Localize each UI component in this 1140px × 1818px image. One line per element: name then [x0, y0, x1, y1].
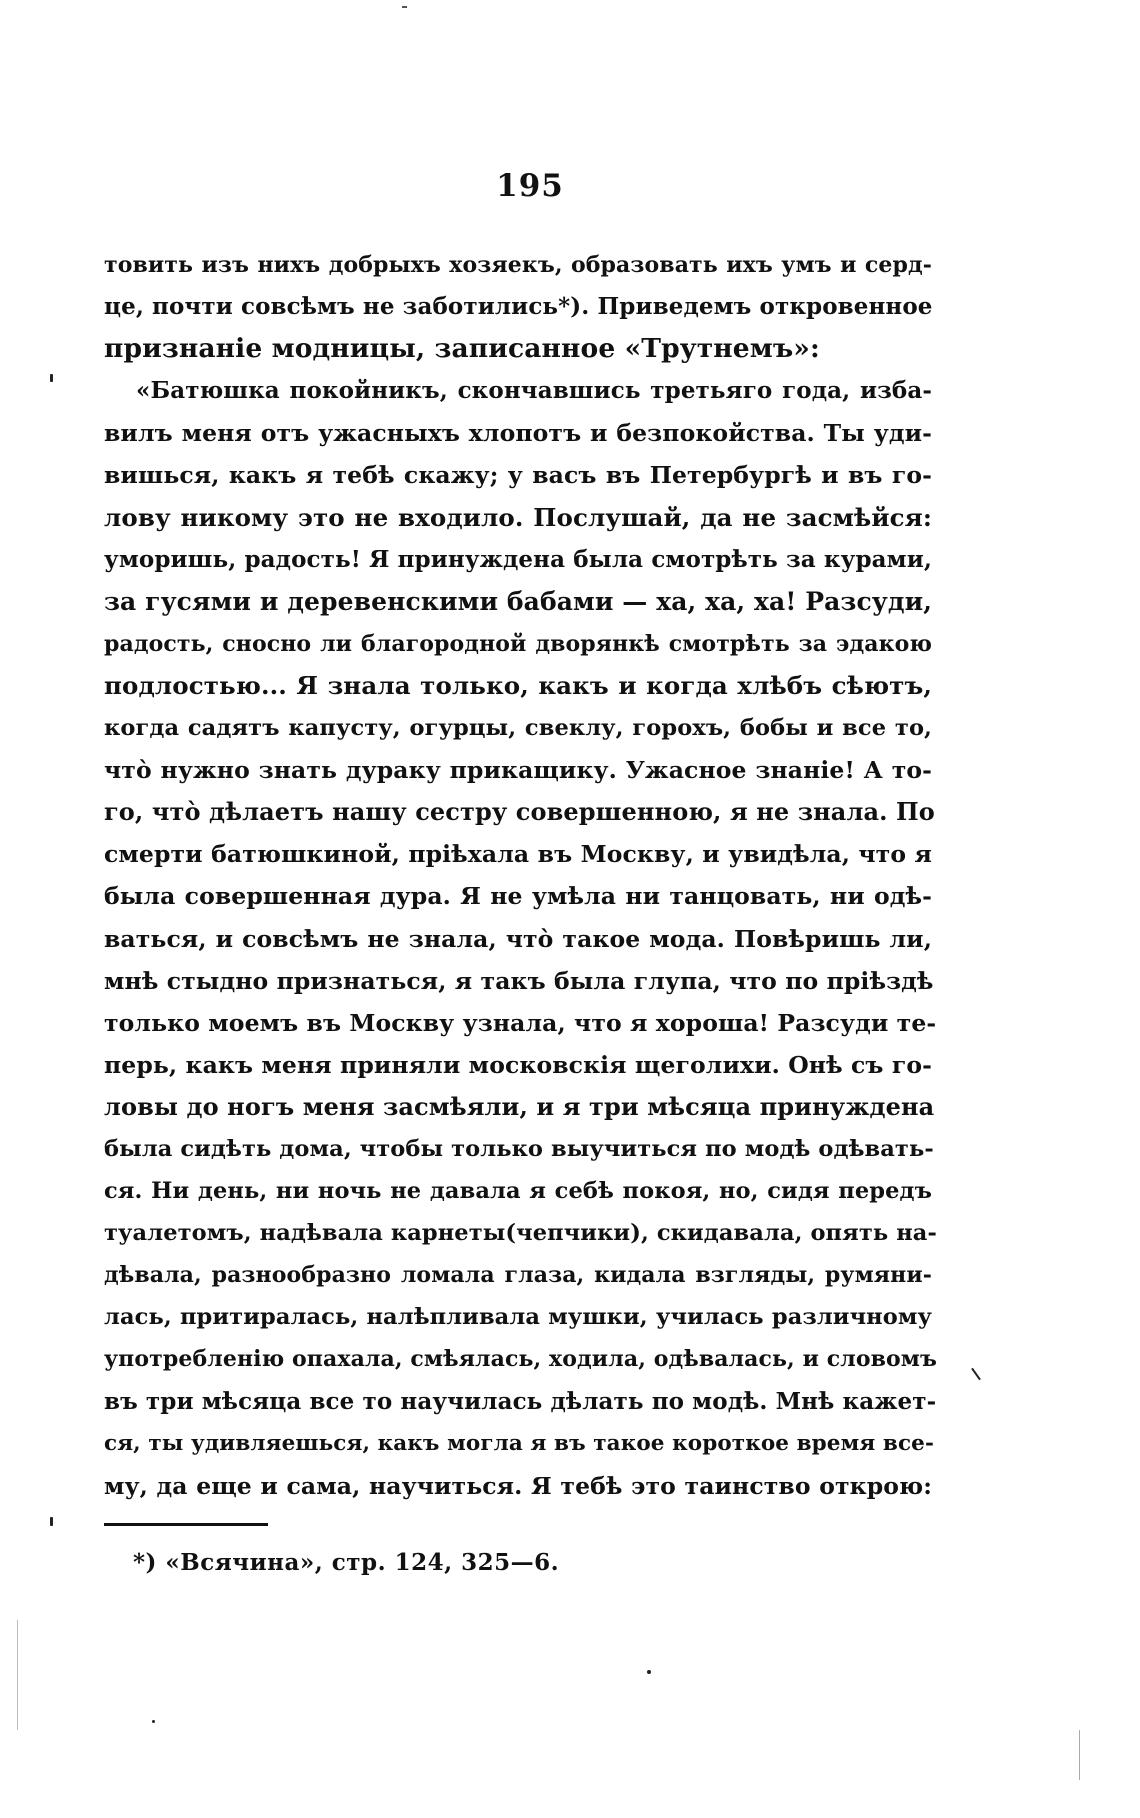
text-line: была сидѣть дома, чтобы только выучиться по модѣ одѣвать-	[104, 1135, 934, 1162]
text-line: го, что̀ дѣлаетъ нашу сестру совершенною, я не знала. По	[104, 797, 935, 827]
text-line: перь, какъ меня приняли московскія щеголихи. Онѣ съ го-	[104, 1050, 932, 1079]
scan-speck	[647, 1670, 651, 1674]
text-line: дѣвала, разнообразно ломала глаза, кидала взгляды, румяни-	[104, 1262, 932, 1289]
text-line: ся, ты удивляешься, какъ могла я въ такое короткое время все-	[104, 1430, 934, 1456]
footnote: *) «Всячина», стр. 124, 325—6.	[133, 1549, 560, 1576]
scan-speck	[971, 1368, 981, 1381]
text-line: признаніе модницы, записанное «Трутнемъ»:	[104, 333, 820, 365]
scan-speck	[50, 374, 53, 382]
text-line: вилъ меня отъ ужасныхъ хлопотъ и безпокойства. Ты уди-	[104, 419, 932, 448]
text-line: только моемъ въ Москву узнала, что я хороша! Разсуди те-	[104, 1008, 937, 1037]
text-line: когда садятъ капусту, огурцы, свеклу, горохъ, бобы и все то,	[104, 715, 932, 742]
scan-streak	[1079, 1730, 1080, 1780]
text-line: лову никому это не входило. Послушай, да не засмѣйся:	[104, 502, 932, 532]
text-line: употребленію опахала, смѣялась, ходила, одѣвалась, и словомъ	[104, 1346, 937, 1373]
text-line: «Батюшка покойникъ, скончавшись третьяго года, изба-	[136, 377, 932, 405]
text-line: ловы до ногъ меня засмѣяли, и я три мѣсяца принуждена	[104, 1091, 935, 1121]
text-line: уморишь, радость! Я принуждена была смотрѣть за курами,	[104, 545, 932, 573]
text-line: ся. Ни день, ни ночь не давала я себѣ покоя, но, сидя передъ	[104, 1178, 932, 1205]
page-number: 195	[496, 168, 564, 204]
scan-speck	[50, 1517, 53, 1526]
footnote-divider	[104, 1523, 268, 1526]
text-line: смерти батюшкиной, пріѣхала въ Москву, и увидѣла, что я	[104, 840, 932, 869]
text-line: вишься, какъ я тебѣ скажу; у васъ въ Петербургѣ и въ го-	[104, 461, 932, 490]
text-line: ваться, и совсѣмъ не знала, что̀ такое мода. Повѣришь ли,	[104, 924, 932, 953]
scan-speck	[152, 1720, 155, 1723]
text-line: туалетомъ, надѣвала карнеты(чепчики), скидавала, опять на-	[104, 1220, 937, 1247]
scan-streak	[17, 1620, 18, 1730]
text-line: за гусями и деревенскими бабами — ха, ха, ха! Разсуди,	[104, 586, 933, 616]
text-line: це, почти совсѣмъ не заботились*). Приведемъ откровенное	[104, 293, 933, 321]
body-text	[104, 244, 937, 1507]
scan-speck	[402, 6, 407, 8]
text-line: му, да еще и сама, научиться. Я тебѣ это таинство открою:	[104, 1471, 932, 1500]
text-line: была совершенная дура. Я не умѣла ни танцовать, ни одѣ-	[104, 882, 932, 911]
text-line: радость, сносно ли благородной дворянкѣ смотрѣть за эдакою	[104, 630, 932, 657]
text-line: товить изъ нихъ добрыхъ хозяекъ, образовать ихъ умъ и серд-	[104, 252, 932, 278]
text-line: что̀ нужно знать дураку прикащику. Ужасное знаніе! А то-	[104, 756, 932, 785]
text-line: мнѣ стыдно признаться, я такъ была глупа, что по пріѣздѣ	[104, 966, 934, 995]
text-line: лась, притиралась, налѣпливала мушки, училась различному	[104, 1304, 932, 1331]
text-line: въ три мѣсяца все то научилась дѣлать по модѣ. Мнѣ кажет-	[104, 1387, 937, 1415]
text-line: подлостью... Я знала только, какъ и когда хлѣбъ сѣютъ,	[104, 670, 932, 700]
